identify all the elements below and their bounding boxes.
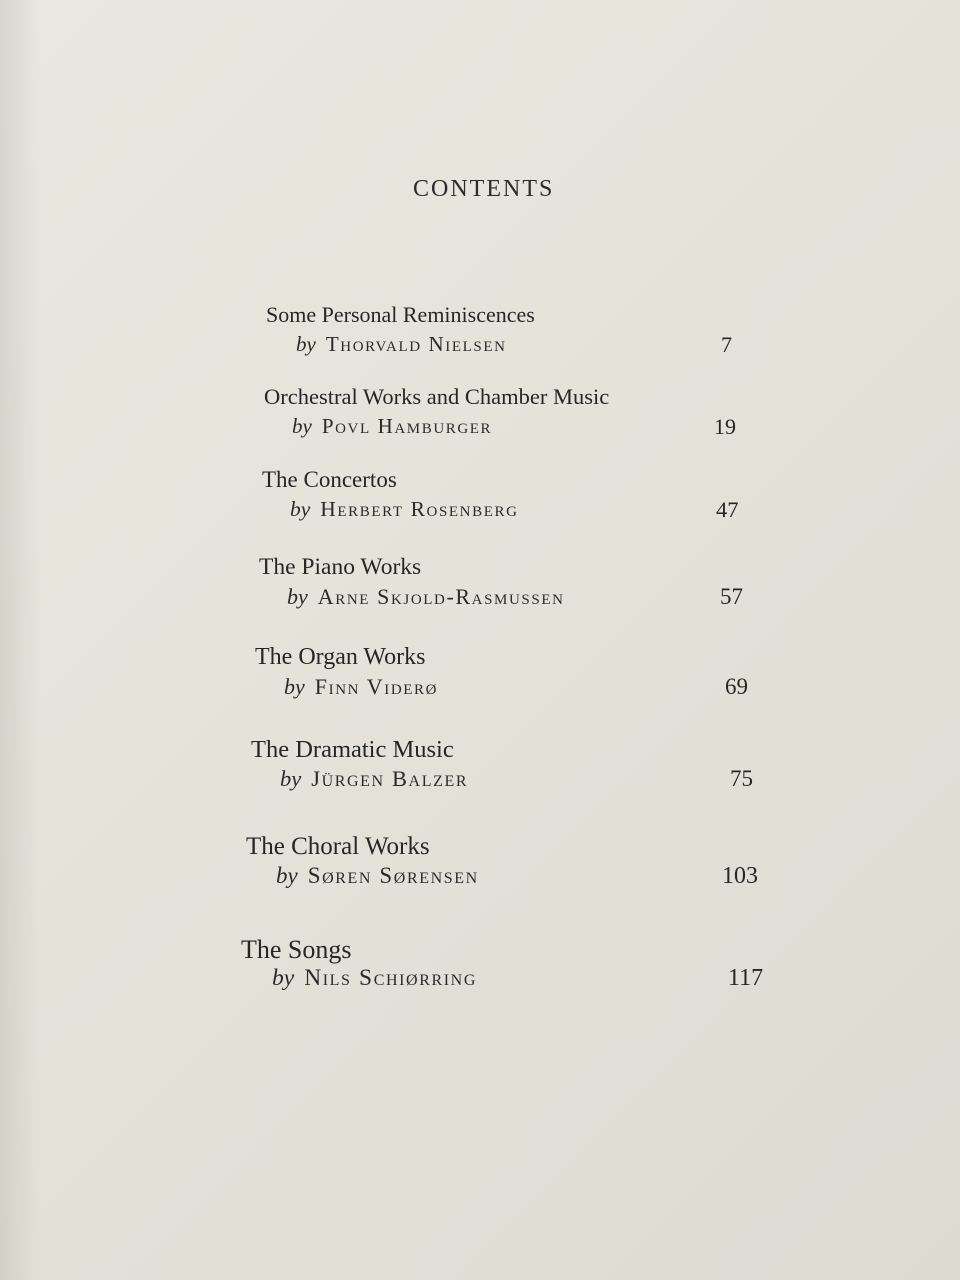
page-number: 47 [716,497,739,522]
page-number: 69 [725,674,748,699]
page-number: 57 [720,584,743,609]
entry-title: The Choral Works [246,833,430,860]
toc-entry [264,384,824,454]
toc-entry [251,736,811,806]
author-name: Thorvald Nielsen [325,332,507,356]
author-name: Finn Viderø [314,674,439,699]
entry-author-line [284,674,438,700]
entry-title: The Concertos [262,467,397,492]
contents-heading: CONTENTS [413,176,555,202]
author-name: Jürgen Balzer [311,766,469,791]
entry-author-line [276,863,479,889]
entry-title: The Organ Works [255,644,426,670]
author-name: Søren Sørensen [307,863,479,888]
entry-title: The Songs [241,935,352,964]
toc-entry [266,302,826,372]
author-name: Herbert Rosenberg [320,497,519,521]
page-number: 7 [721,332,732,357]
page-shadow [0,0,40,1280]
entry-author-line [272,965,477,992]
toc-entry [241,935,801,1005]
entry-author-line [292,414,492,439]
entry-author-line [296,332,507,357]
by-label: by [292,414,312,438]
entry-author-line [287,584,565,610]
entry-title: Orchestral Works and Chamber Music [264,384,610,409]
page-number: 19 [714,414,736,439]
toc-entry [262,467,822,537]
page-number: 75 [730,766,753,791]
by-label: by [284,674,305,699]
entry-title: The Piano Works [259,554,422,580]
by-label: by [287,584,308,609]
by-label: by [276,863,298,888]
by-label: by [280,766,302,791]
author-name: Povl Hamburger [321,414,493,438]
author-name: Arne Skjold-Rasmussen [317,584,565,609]
entry-author-line [290,497,519,522]
toc-entry [246,833,806,903]
page-number: 103 [722,863,758,889]
entry-title: The Dramatic Music [251,736,454,763]
by-label: by [296,332,316,356]
entry-title: Some Personal Reminiscences [266,302,535,327]
toc-entry [259,554,819,624]
by-label: by [272,965,295,991]
entry-author-line [280,766,468,792]
page-number: 117 [728,965,764,991]
toc-entry [255,644,815,714]
author-name: Nils Schiørring [304,965,477,991]
by-label: by [290,497,311,521]
